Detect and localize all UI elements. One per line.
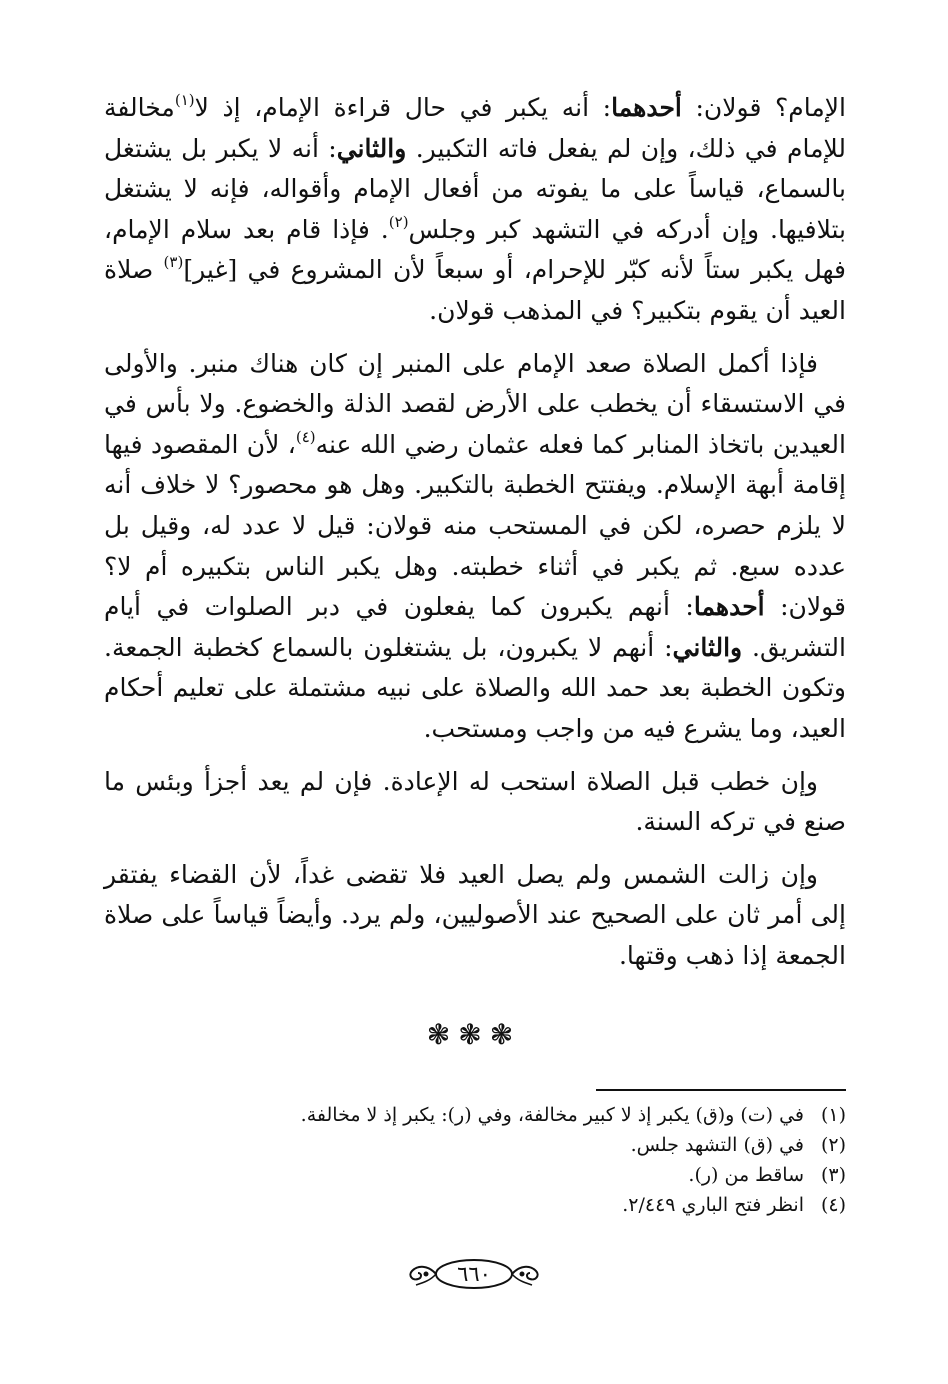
footnote [120, 1190, 846, 1220]
text-run: فإذا أكمل الصلاة صعد الإمام على المنبر إن كان هناك منبر. والأولى في الاستسقاء أن يخطب على الأرض لقصد الذلة والخضوع. ولا بأس في العيدين باتخاذ المنابر كما فعله عثمان رضي الله عنه [104, 348, 846, 459]
footnote-number: (٣) [820, 1164, 846, 1186]
bold-term: أحدهما [611, 93, 682, 122]
footnote [120, 1100, 846, 1130]
page-number-ornament [404, 1257, 544, 1291]
footnote-marker: (٣) [163, 253, 184, 272]
text-run: وإن خطب قبل الصلاة استحب له الإعادة. فإن لم يعد أجزأ وبئس ما صنع في تركه السنة. [104, 766, 846, 837]
footnote-text: في (ق) التشهد جلس. [630, 1134, 804, 1156]
paragraph [104, 344, 846, 750]
text-run: مخالفة للإمام في ذلك، وإن لم يفعل فاته التكبير. [104, 93, 846, 163]
footnote-text: انظر فتح الباري ٢/٤٤٩. [622, 1194, 804, 1216]
paragraph [104, 762, 846, 843]
footnote-number: (٤) [820, 1194, 846, 1216]
text-run: صلاة العيد أن يقوم بتكبير؟ في المذهب قولان. [104, 255, 846, 325]
section-separator: ❃❃❃ [426, 1018, 522, 1051]
bold-term: والثاني [336, 133, 407, 163]
page-number: ٦٦٠ [457, 1262, 491, 1286]
footnote [120, 1130, 846, 1160]
footnote-number: (٢) [820, 1134, 846, 1156]
footnotes [120, 1100, 846, 1220]
footnote-marker: (٢) [388, 212, 409, 231]
footnote-text: ساقط من (ر). [688, 1164, 804, 1186]
text-run: : أنهم يكبرون كما يفعلون في دبر الصلوات في أيام التشريق. [104, 592, 846, 662]
footnote-text: في (ت) و(ق) يكبر إذ لا كبير مخالفة، وفي (ر): يكبر إذ لا مخالفة. [300, 1104, 804, 1126]
paragraph [104, 855, 846, 977]
main-text [104, 88, 846, 988]
text-run: : أنه لا يكبر بل يشتغل بالسماع، قياساً على ما يفوته من أفعال الإمام وأقواله، فإنه لا يشتغل بتلافيها. وإن أدركه في التشهد كبر وجلس [104, 133, 846, 244]
footnote-divider [596, 1089, 846, 1091]
text-run: الإمام؟ قولان: [681, 93, 846, 122]
bold-term: أحدهما [693, 592, 765, 622]
text-run: : أنهم لا يكبرون، بل يشتغلون بالسماع كخطبة الجمعة. وتكون الخطبة بعد حمد الله والصلاة على نبيه مشتملة على تعليم أحكام العيد، وما يشرع فيه من واجب ومستحب. [104, 632, 846, 743]
text-run: . فإذا قام بعد سلام الإمام، فهل يكبر ستاً لأنه كبّر للإحرام، أو سبعاً لأن المشروع في [غير] [104, 214, 846, 285]
bold-term: والثاني [672, 632, 743, 662]
text-run: ، لأن المقصود فيها إقامة أبهة الإسلام. ويفتتح الخطبة بالتكبير. وهل هو محصور؟ لا خلاف أنه لا يلزم حصره، لكن في المستحب منه قولان: قيل لا عدد له، وقيل بل عدده سبع. ثم يكبر في أثناء خطبته. وهل يكبر الناس بتكبيره أم لا؟ قولان: [104, 429, 847, 622]
paragraph [104, 88, 846, 332]
footnote-marker: (١) [174, 90, 195, 109]
footnote-number: (١) [820, 1104, 846, 1126]
footnote [120, 1160, 846, 1190]
text-run: : أنه يكبر في حال قراءة الإمام، إذ لا [194, 93, 612, 122]
footnote-marker: (٤) [295, 427, 316, 446]
text-run: وإن زالت الشمس ولم يصل العيد فلا تقضى غداً، لأن القضاء يفتقر إلى أمر ثان على الصحيح عند الأصوليين، ولم يرد. وأيضاً قياساً على صلاة الجمعة إذا ذهب وقتها. [104, 859, 846, 970]
